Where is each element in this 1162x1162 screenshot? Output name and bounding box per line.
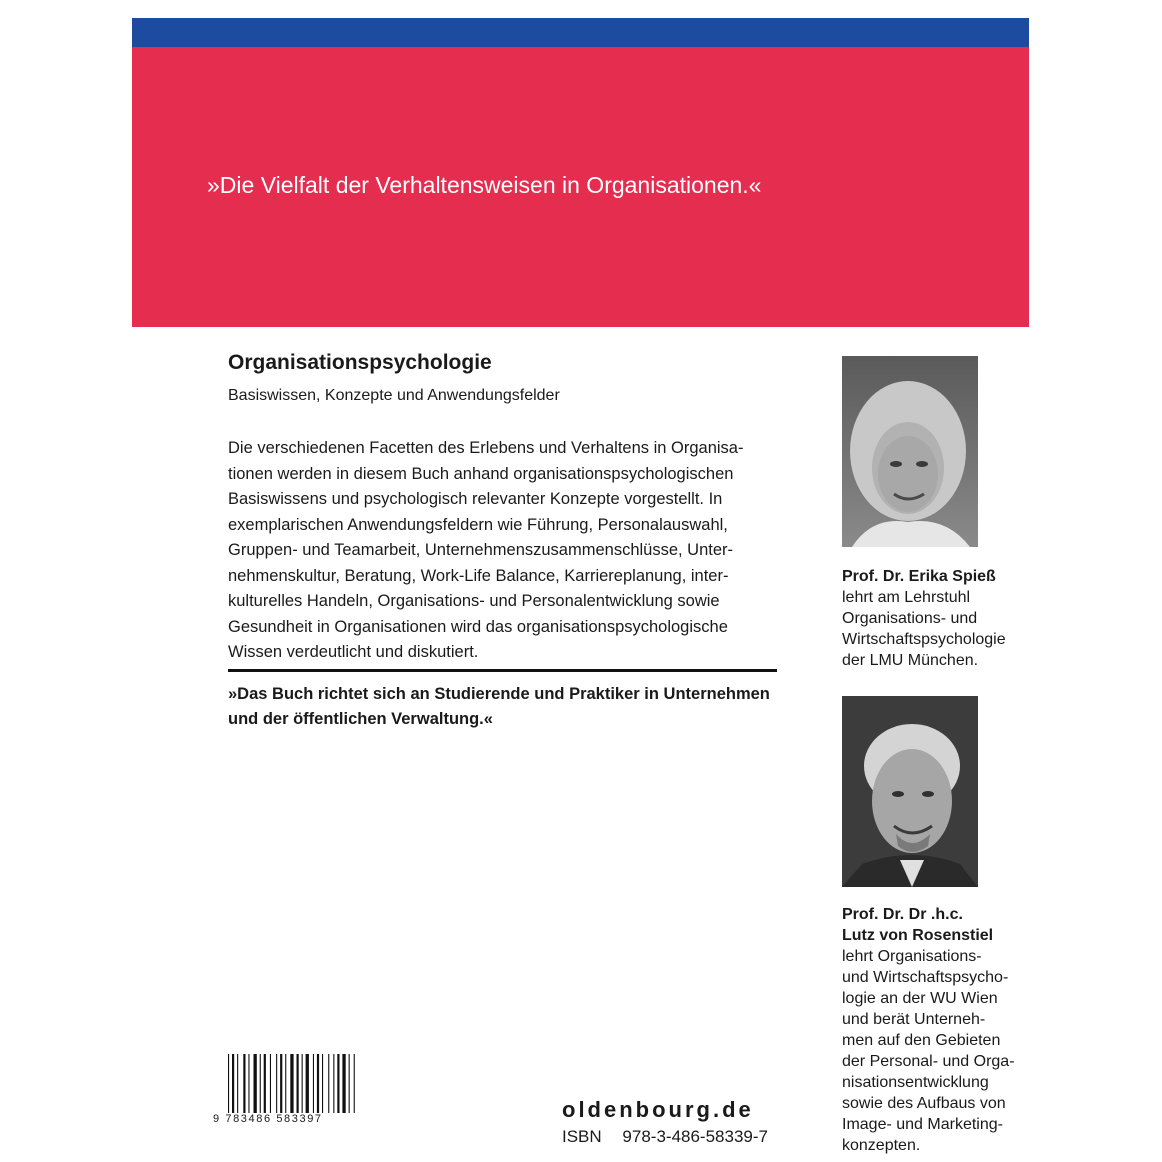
author-bio-line: nisationsentwicklung <box>842 1074 989 1091</box>
barcode-bar <box>306 1054 309 1113</box>
isbn-number: 978-3-486-58339-7 <box>622 1127 768 1146</box>
barcode-bar <box>254 1054 257 1113</box>
barcode-bar <box>322 1054 323 1113</box>
barcode-bar <box>337 1054 339 1113</box>
isbn-barcode <box>228 1054 360 1113</box>
barcode-bar <box>297 1054 299 1113</box>
barcode-bar <box>270 1054 271 1113</box>
author-bio-line: Organisations- und <box>842 610 978 627</box>
divider-rule <box>228 669 777 672</box>
author-name: Prof. Dr. Dr .h.c. <box>842 906 963 923</box>
author-bio-line: und Wirtschaftspsycho- <box>842 969 1009 986</box>
barcode-bar <box>264 1054 266 1113</box>
barcode-bar <box>349 1054 350 1113</box>
book-description <box>228 436 798 666</box>
author-photo-rosenstiel <box>842 696 978 887</box>
author-bio-line: men auf den Gebieten <box>842 1032 1001 1049</box>
barcode-bar <box>276 1054 277 1113</box>
barcode-bar <box>285 1054 286 1113</box>
top-blue-band <box>132 18 1029 47</box>
author-bio-line: logie an der WU Wien <box>842 990 998 1007</box>
barcode-bar <box>228 1054 229 1113</box>
isbn-label: ISBN <box>562 1127 602 1146</box>
barcode-bar <box>248 1054 249 1113</box>
barcode-bar <box>237 1054 238 1113</box>
author-bio-line: der Personal- und Orga- <box>842 1053 1015 1070</box>
barcode-bar <box>354 1054 355 1113</box>
audience-quote-line: »Das Buch richtet sich an Studierende und Praktiker in Unternehmen <box>228 685 770 703</box>
description-line: Basiswissens und psychologisch relevanter Konzepte vorgestellt. In <box>228 490 723 508</box>
barcode-bar <box>333 1054 334 1113</box>
author-bio-line: Wirtschaftspsychologie <box>842 631 1006 648</box>
author-bio-spiess <box>842 566 1042 671</box>
barcode-bar <box>317 1054 319 1113</box>
description-line: exemplarischen Anwendungsfeldern wie Führung, Personalauswahl, <box>228 515 728 534</box>
author-name: Prof. Dr. Erika Spieß <box>842 568 996 585</box>
barcode-bar <box>243 1054 245 1113</box>
barcode-digits: 9 783486 583397 <box>213 1113 323 1125</box>
description-line: Gesundheit in Organisationen wird das organisationspsychologische <box>228 617 728 636</box>
author-name: Lutz von Rosenstiel <box>842 927 994 944</box>
barcode-bar <box>280 1054 282 1113</box>
barcode-bar <box>313 1054 314 1113</box>
audience-quote-line: und der öffentlichen Verwaltung.« <box>228 710 493 728</box>
author-bio-line: und berät Unterneh- <box>842 1011 986 1028</box>
author-photo-spiess <box>842 356 978 547</box>
header-quote: »Die Vielfalt der Verhaltensweisen in Organisationen.« <box>207 172 762 198</box>
description-line: Wissen verdeutlicht und diskutiert. <box>228 643 479 661</box>
author-bio-line: sowie des Aufbaus von <box>842 1095 1006 1112</box>
isbn-line <box>562 1125 768 1149</box>
book-subtitle: Basiswissen, Konzepte und Anwendungsfelder <box>228 387 560 404</box>
barcode-bar <box>232 1054 234 1113</box>
author-bio-line: der LMU München. <box>842 652 979 669</box>
author-bio-line: Image- und Marketing- <box>842 1116 1003 1133</box>
audience-quote <box>228 682 808 732</box>
author-bio-line: konzepten. <box>842 1137 921 1154</box>
description-line: Die verschiedenen Facetten des Erlebens und Verhaltens in Organisa- <box>228 439 744 457</box>
description-line: tionen werden in diesem Buch anhand organisationspsychologischen <box>228 464 734 483</box>
publisher-url[interactable]: oldenbourg.de <box>562 1097 754 1122</box>
barcode-bar <box>342 1054 345 1113</box>
author-bio-rosenstiel <box>842 904 1042 1156</box>
author-bio-line: lehrt Organisations- <box>842 948 982 965</box>
barcode-bar <box>302 1054 303 1113</box>
barcode-bar <box>328 1054 329 1113</box>
description-line: kulturelles Handeln, Organisations- und Personalentwicklung sowie <box>228 592 720 610</box>
description-line: nehmenskultur, Beratung, Work-Life Balance, Karriereplanung, inter- <box>228 566 729 585</box>
book-title: Organisationspsychologie <box>228 351 492 374</box>
barcode-bar <box>260 1054 261 1113</box>
description-line: Gruppen- und Teamarbeit, Unternehmenszusammenschlüsse, Unter- <box>228 541 734 559</box>
barcode-bar <box>290 1054 293 1113</box>
author-bio-line: lehrt am Lehrstuhl <box>842 589 971 606</box>
